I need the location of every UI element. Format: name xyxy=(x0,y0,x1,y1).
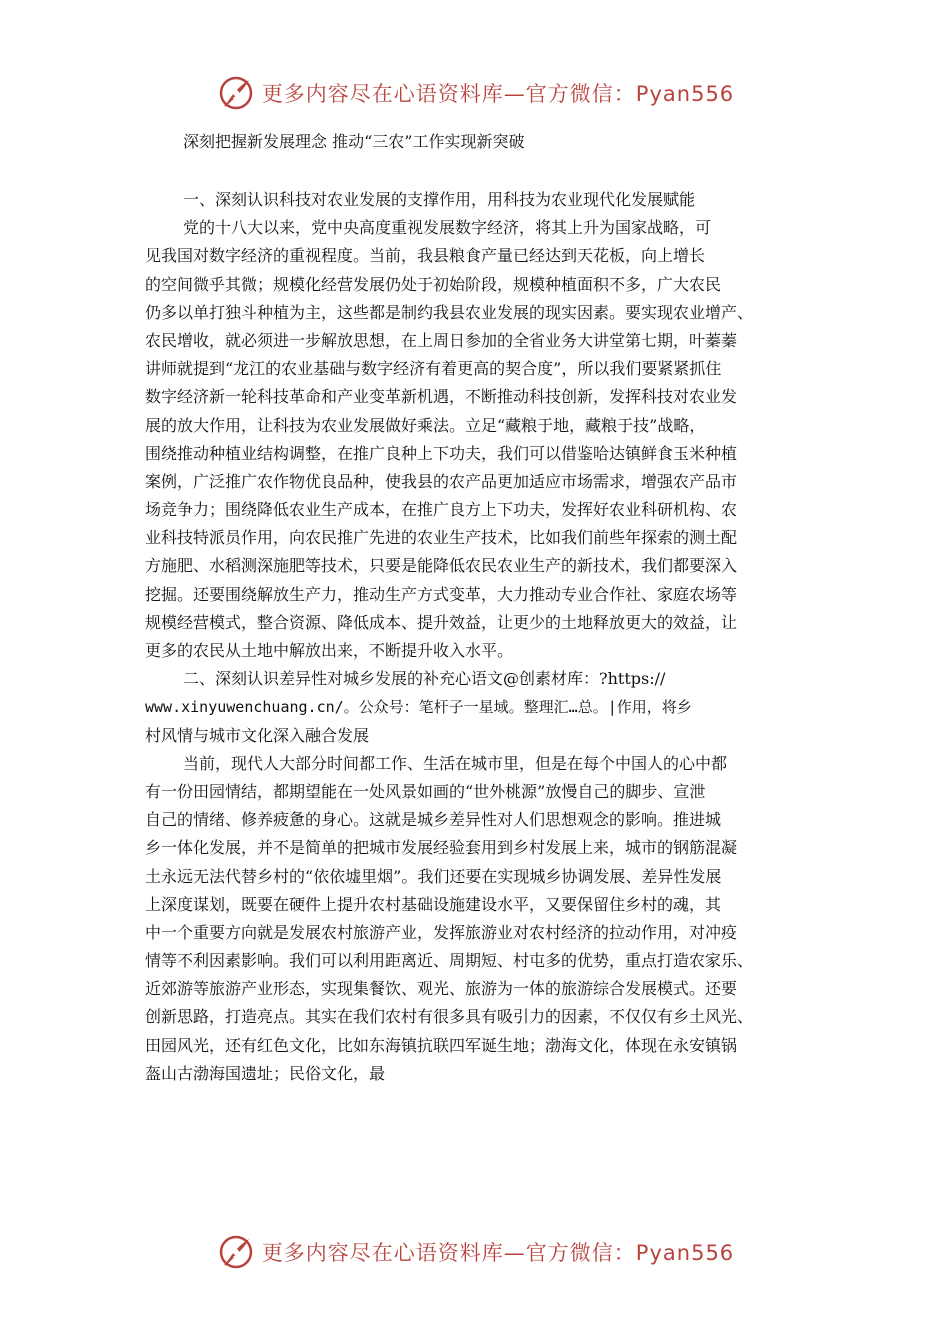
paragraph-line: 的空间微乎其微；规模化经营发展仍处于初始阶段，规模种植面积不多，广大农民 xyxy=(145,274,722,294)
paragraph-line: 场竞争力；围绕降低农业生产成本，在推广良方上下功夫，发挥好农业科研机构、农 xyxy=(145,500,738,520)
document-body xyxy=(145,186,825,1088)
paragraph-line: 自己的情绪、修养疲惫的身心。这就是城乡差异性对人们思想观念的影响。推进城 xyxy=(145,810,722,830)
header-watermark-banner xyxy=(0,73,950,113)
section-heading-1: 一、深刻认识科技对农业发展的支撑作用，用科技为农业现代化发展赋能 xyxy=(183,190,696,209)
paragraph-line: 创新思路，打造亮点。其实在我们农村有很多具有吸引力的因素，不仅仅有乡土风光、 xyxy=(145,1007,754,1027)
footer-watermark-banner xyxy=(0,1232,950,1272)
paragraph-line: 围绕推动种植业结构调整，在推广良种上下功夫，我们可以借鉴哈达镇鲜食玉米种植 xyxy=(145,443,738,463)
paragraph-line: 田园风光，还有红色文化，比如东海镇抗联四军诞生地；渤海文化，体现在永安镇锅 xyxy=(145,1035,738,1055)
paragraph-line: 农民增收，就必须进一步解放思想，在上周日参加的全省业务大讲堂第七期，叶蓁蓁 xyxy=(145,330,738,350)
paragraph-line: 讲师就提到“龙江的农业基础与数字经济有着更高的契合度”，所以我们要紧紧抓住 xyxy=(145,359,722,379)
paragraph-line: 乡一体化发展，并不是简单的把城市发展经验套用到乡村发展上来，城市的钢筋混凝 xyxy=(145,838,738,858)
watermark-text: 更多内容尽在心语资料库—官方微信：Pyan556 xyxy=(261,82,735,106)
watermark-text: 更多内容尽在心语资料库—官方微信：Pyan556 xyxy=(261,1241,735,1265)
paragraph-line: 党的十八大以来，党中央高度重视发展数字经济，将其上升为国家战略，可 xyxy=(183,218,712,238)
paragraph-line: 土永远无法代替乡村的“依依墟里烟”。我们还要在实现城乡协调发展、差异性发展 xyxy=(145,866,722,886)
section-heading-2-continued: 村风情与城市文化深入融合发展 xyxy=(145,725,370,745)
paragraph-line: 盔山古渤海国遗址；民俗文化，最 xyxy=(145,1063,386,1083)
paragraph-line: 仍多以单打独斗种植为主，这些都是制约我县农业发展的现实因素。要实现农业增产、 xyxy=(145,302,754,322)
document-title: 深刻把握新发展理念 推动“三农”工作实现新突破 xyxy=(183,132,525,151)
paragraph-line: 数字经济新一轮科技革命和产业变革新机遇，不断推动科技创新，发挥科技对农业发 xyxy=(145,387,738,407)
paragraph-line: 近郊游等旅游产业形态，实现集餐饮、观光、旅游为一体的旅游综合发展模式。还要 xyxy=(145,979,738,999)
paragraph-line: 展的放大作用，让科技为农业发展做好乘法。立足“藏粮于地，藏粮于技”战略， xyxy=(145,415,706,435)
paragraph-line: 挖掘。还要围绕解放生产力，推动生产方式变革，大力推动专业合作社、家庭农场等 xyxy=(145,584,738,604)
paragraph-line: 规模经营模式，整合资源、降低成本、提升效益，让更少的土地释放更大的效益，让 xyxy=(145,612,738,632)
quill-logo-icon xyxy=(216,1232,256,1272)
paragraph-line: 业科技特派员作用，向农民推广先进的农业生产技术，比如我们前些年探索的测土配 xyxy=(145,528,738,548)
paragraph-line: 有一份田园情结，都期望能在一处风景如画的“世外桃源”放慢自己的脚步、宣泄 xyxy=(145,781,706,801)
paragraph-line: 见我国对数字经济的重视程度。当前，我县粮食产量已经达到天花板，向上增长 xyxy=(145,246,706,266)
paragraph-line: 案例，广泛推广农作物优良品种，使我县的农产品更加适应市场需求，增强农产品市 xyxy=(145,471,738,491)
quill-logo-icon xyxy=(216,73,256,113)
section-heading-2-continued: www.xinyuwenchuang.cn/。公众号：笔杆子一星域。整理汇…总。|作用，将乡 xyxy=(145,698,692,717)
paragraph-line: 中一个重要方向就是发展农村旅游产业，发挥旅游业对农村经济的拉动作用，对冲疫 xyxy=(145,922,738,942)
paragraph-line: 方施肥、水稻测深施肥等技术，只要是能降低农民农业生产的新技术，我们都要深入 xyxy=(145,556,738,576)
paragraph-line: 上深度谋划，既要在硬件上提升农村基础设施建设水平，又要保留住乡村的魂，其 xyxy=(145,894,722,914)
paragraph-line: 当前，现代人大部分时间都工作、生活在城市里，但是在每个中国人的心中都 xyxy=(183,753,728,773)
section-heading-2: 二、深刻认识差异性对城乡发展的补充心语文@创素材库：?https:// xyxy=(183,669,666,689)
paragraph-line: 更多的农民从土地中解放出来，不断提升收入水平。 xyxy=(145,641,514,660)
paragraph-line: 情等不利因素影响。我们可以利用距离近、周期短、村屯多的优势，重点打造农家乐、 xyxy=(145,951,754,971)
